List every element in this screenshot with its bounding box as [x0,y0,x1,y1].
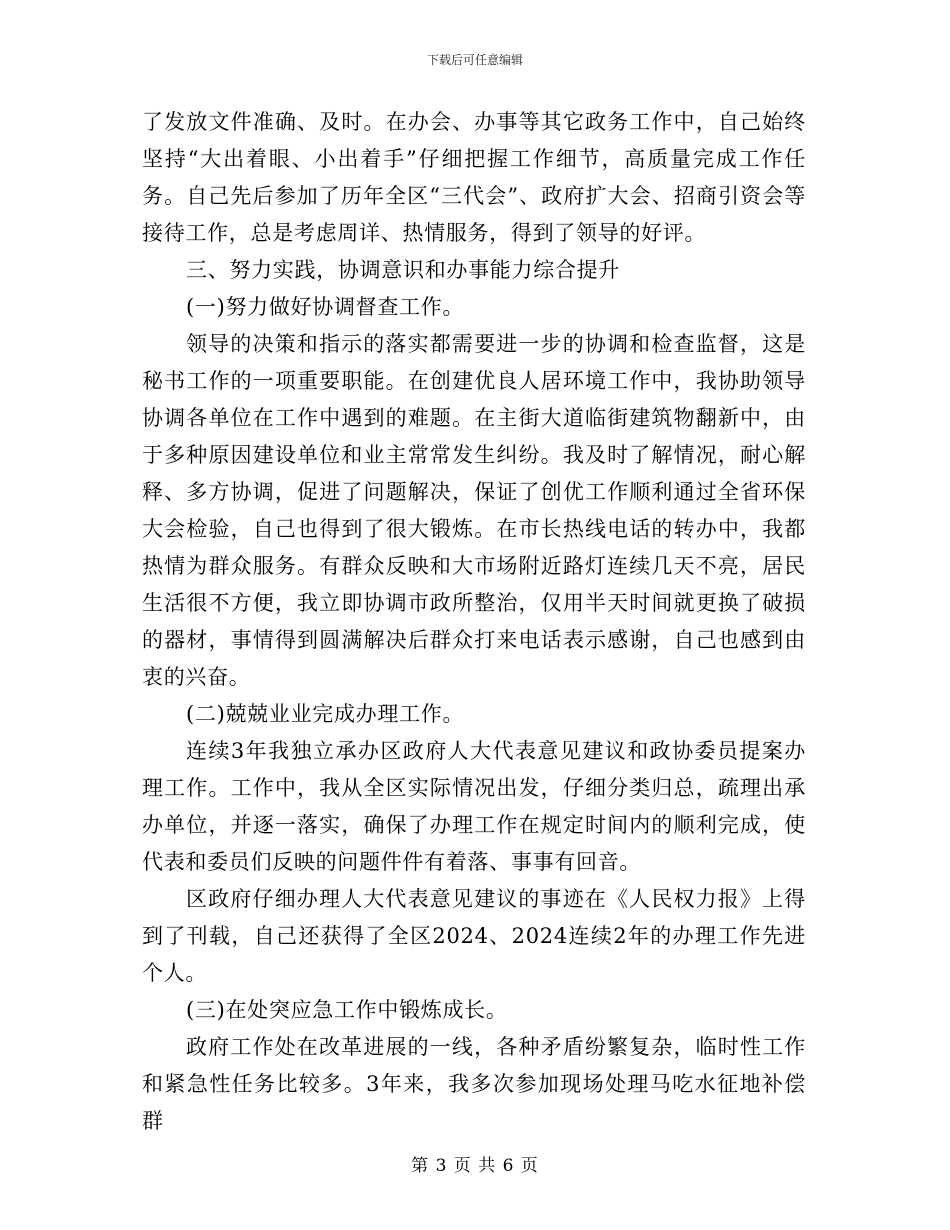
subheading-emergency: (三)在处突应急工作中锻炼成长。 [186,998,508,1022]
page-header: 下载后可任意编辑 [426,53,523,67]
paragraph-continuation: 了发放文件准确、及时。在办会、办事等其它政务工作中，自己始终坚持“大出着眼、小出着手”仔细把握工作细节，高质量完成工作任务。自己先后参加了历年全区“三代会”、政府扩大会、招商引资会等接待工作，总是考虑周详、热情服务，得到了领导的好评。 [142,110,806,245]
section-heading-3: 三、努力实践，协调意识和办事能力综合提升 [186,258,620,282]
subheading-coordination: (一)努力做好协调督查工作。 [186,295,465,319]
document-body [142,104,806,1140]
paragraph-coordination: 领导的决策和指示的落实都需要进一步的协调和检查监督，这是秘书工作的一项重要职能。在创建优良人居环境工作中，我协助领导协调各单位在工作中遇到的难题。在主街大道临街建筑物翻新中，由于多种原因建设单位和业主常常发生纠纷。我及时了解情况，耐心解释、多方协调，促进了问题解决，保证了创优工作顺利通过全省环保大会检验，自己也得到了很大锻炼。在市长热线电话的转办中，我都热情为群众服务。有群众反映和大市场附近路灯连续几天不亮，居民生活很不方便，我立即协调市政所整治，仅用半天时间就更换了破损的器材，事情得到圆满解决后群众打来电话表示感谢，自己也感到由衷的兴奋。 [142,332,806,689]
paragraph-handling: 连续3年我独立承办区政府人大代表意见建议和政协委员提案办理工作。工作中，我从全区实际情况出发，仔细分类归总，疏理出承办单位，并逐一落实，确保了办理工作在规定时间内的顺利完成，使代表和委员们反映的问题件件有着落、事事有回音。 [142,739,806,874]
subheading-handling: (二)兢兢业业完成办理工作。 [186,702,465,726]
paragraph-recognition: 区政府仔细办理人大代表意见建议的事迹在《人民权力报》上得到了刊载，自己还获得了全区2024、2024连续2年的办理工作先进个人。 [142,887,806,985]
paragraph-emergency: 政府工作处在改革进展的一线，各种矛盾纷繁复杂，临时性工作和紧急性任务比较多。3年来，我多次参加现场处理马吃水征地补偿群 [142,1035,806,1133]
page-number-footer: 第 3 页 共 6 页 [411,1156,539,1176]
